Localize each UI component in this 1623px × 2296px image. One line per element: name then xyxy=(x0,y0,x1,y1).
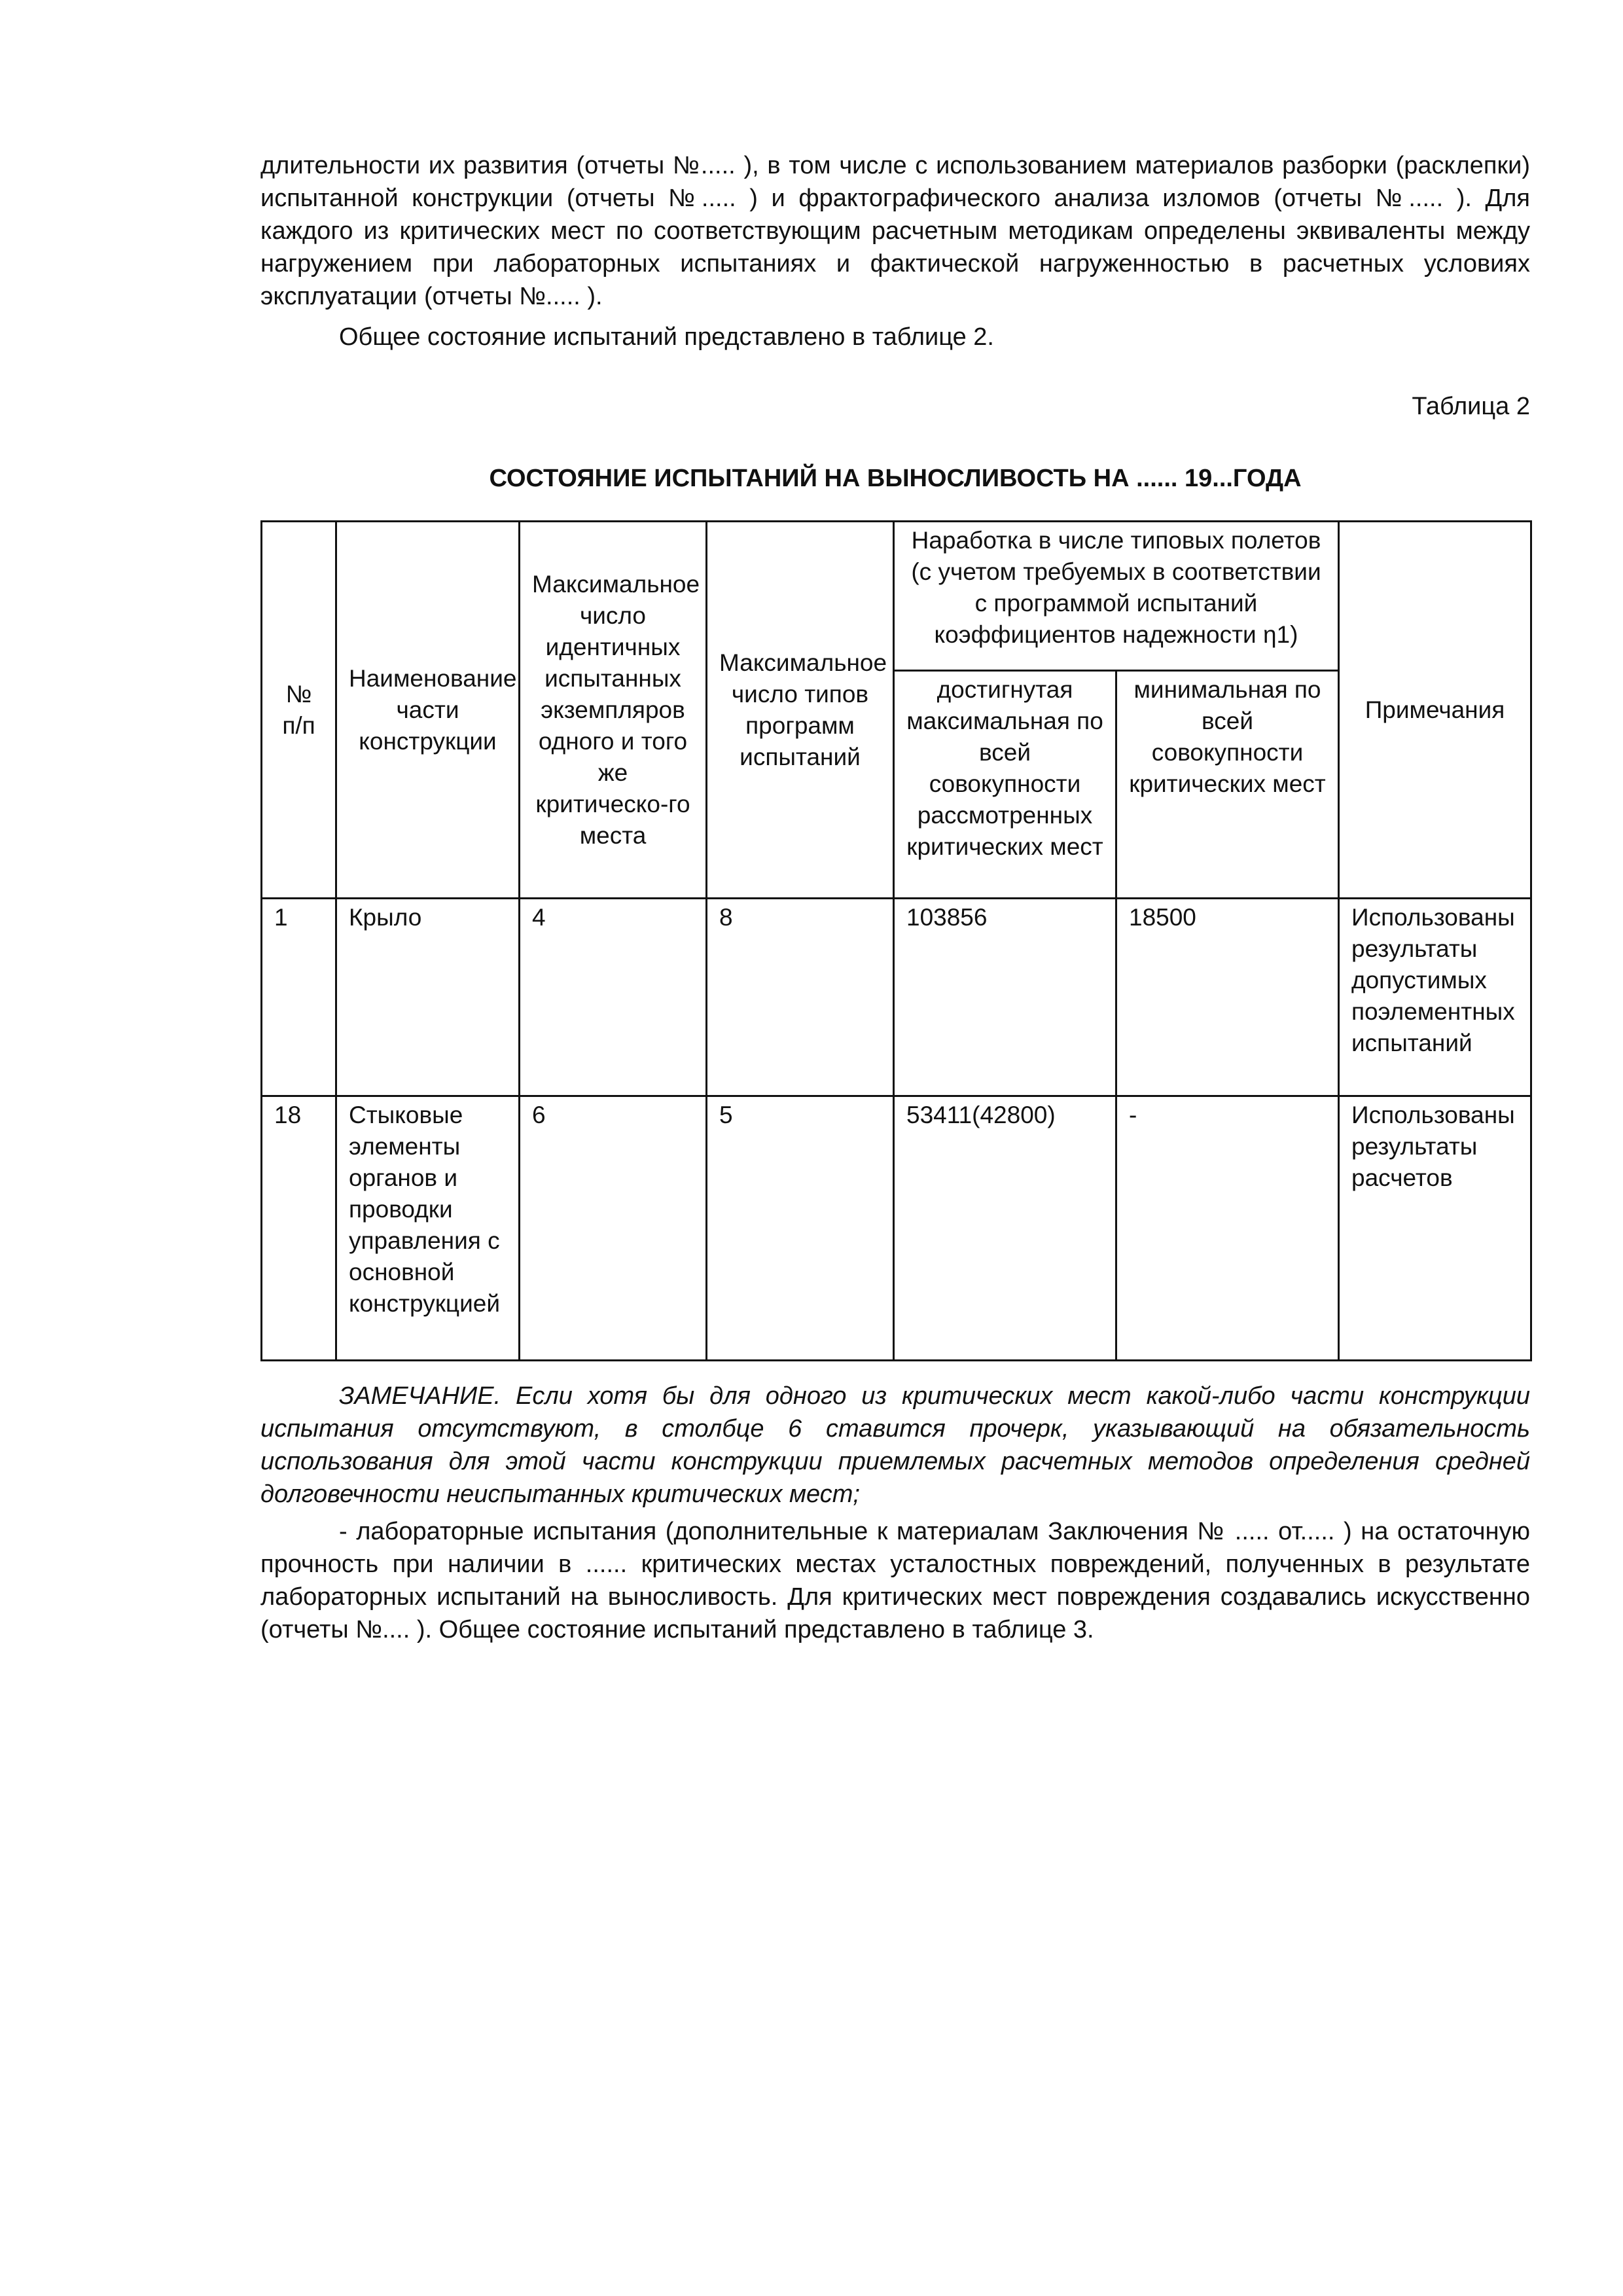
header-achieved-max: достигнутая максимальная по всей совокупности рассмотренных критических мест xyxy=(894,671,1116,899)
table-title: СОСТОЯНИЕ ИСПЫТАНИЙ НА ВЫНОСЛИВОСТЬ НА ...... 19...ГОДА xyxy=(489,465,1302,492)
header-minimal: минимальная по всей совокупности критических мест xyxy=(1116,671,1339,899)
cell-num: 18 xyxy=(262,1096,336,1361)
table-caption: Таблица 2 xyxy=(1412,393,1530,420)
cell-name: Крыло xyxy=(336,899,520,1096)
body-paragraph-2: Общее состояние испытаний представлено в таблице 2. xyxy=(339,323,994,351)
header-max-specimens: Максимальное число идентичных испытанных экземпляров одного и того же критическо-го места xyxy=(520,522,707,899)
cell-achieved-max: 103856 xyxy=(894,899,1116,1096)
body-paragraph-1: длительности их развития (отчеты №..... ), в том числе с использованием материалов разборки (расклепки) испытанной конструкции (отчеты №..... ) и фрактографического анализа изломов (отчеты №..... ). Для каждого из критических мест по соответствующим расчетным методикам определены эквиваленты между нагружением при лабораторных испытаниях и фактической нагруженностью в расчетных условиях эксплуатации (отчеты №..... ). xyxy=(260,152,1530,310)
header-flights-group: Наработка в числе типовых полетов (с учетом требуемых в соответствии с программой испытаний коэффициентов надежности η1) xyxy=(894,522,1339,671)
header-name: Наименование части конструкции xyxy=(336,522,520,899)
cell-max-specimens: 6 xyxy=(520,1096,707,1361)
cell-max-programs: 8 xyxy=(707,899,894,1096)
header-num: № п/п xyxy=(262,522,336,899)
header-max-programs: Максимальное число типов программ испытаний xyxy=(707,522,894,899)
table-row xyxy=(262,1096,1531,1361)
cell-num: 1 xyxy=(262,899,336,1096)
header-notes: Примечания xyxy=(1339,522,1531,899)
cell-minimal: - xyxy=(1116,1096,1339,1361)
cell-notes: Использованы результаты допустимых поэлементных испытаний xyxy=(1339,899,1531,1096)
table-row xyxy=(262,899,1531,1096)
cell-max-programs: 5 xyxy=(707,1096,894,1361)
closing-paragraph: - лабораторные испытания (дополнительные к материалам Заключения № ..... от..... ) на остаточную прочность при наличии в ...... критических местах усталостных повреждений, полученных в результате лабораторных испытаний на выносливость. Для критических мест повреждения создавались искусственно (отчеты №.... ). Общее состояние испытаний представлено в таблице 3. xyxy=(260,1518,1530,1643)
cell-achieved-max: 53411(42800) xyxy=(894,1096,1116,1361)
footnote-remark: ЗАМЕЧАНИЕ. Если хотя бы для одного из критических мест какой-либо части конструкции испытания отсутствуют, в столбце 6 ставится прочерк, указывающий на обязательность использования для этой части конструкции приемлемых расчетных методов определения средней долговечности неиспытанных критических мест; xyxy=(260,1382,1530,1508)
endurance-table xyxy=(260,520,1532,1361)
cell-minimal: 18500 xyxy=(1116,899,1339,1096)
cell-max-specimens: 4 xyxy=(520,899,707,1096)
cell-notes: Использованы результаты расчетов xyxy=(1339,1096,1531,1361)
table-header-row-1 xyxy=(262,522,1531,671)
cell-name: Стыковые элементы органов и проводки управления с основной конструкцией xyxy=(336,1096,520,1361)
